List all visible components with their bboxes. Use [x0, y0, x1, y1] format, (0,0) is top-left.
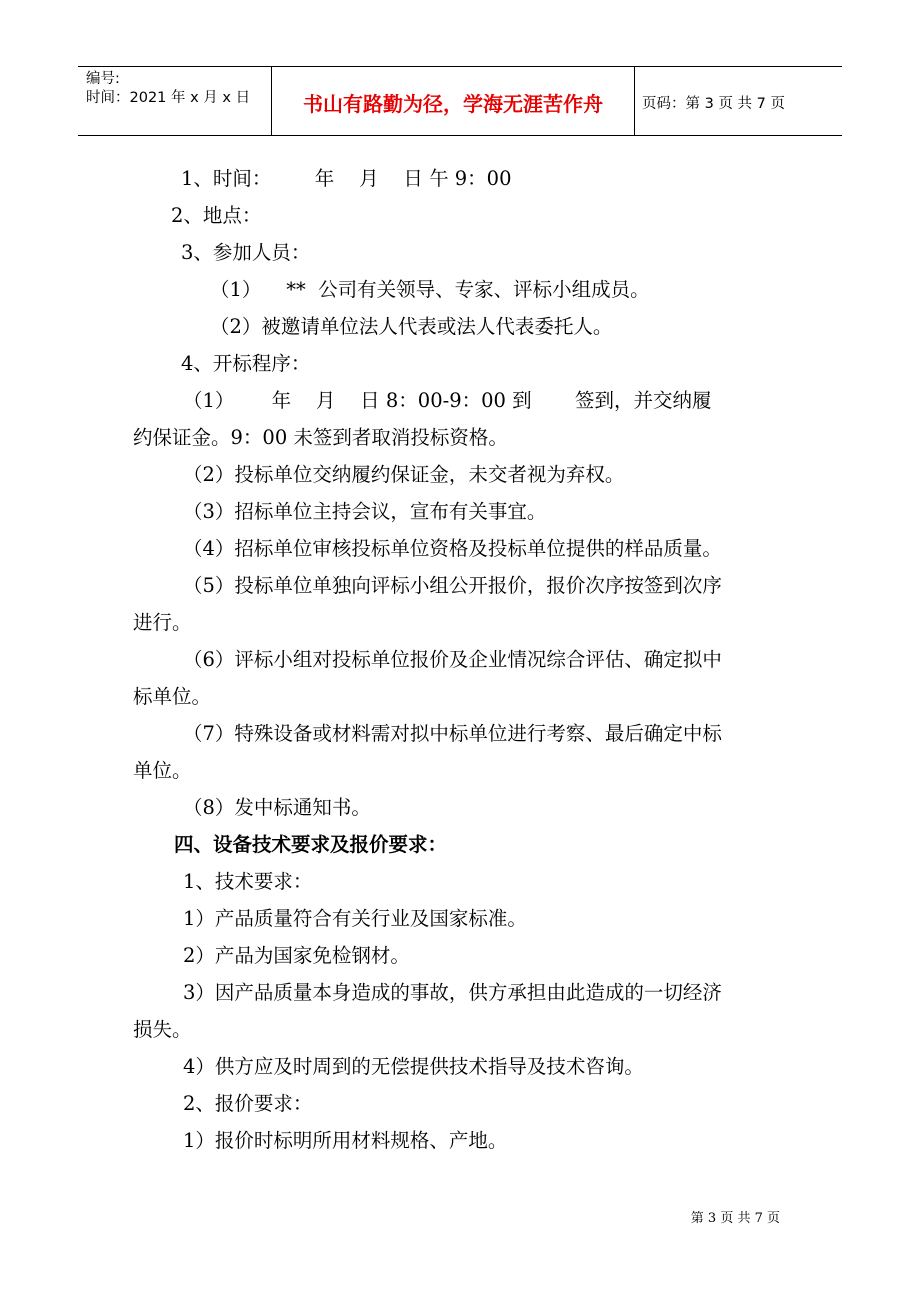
header-divider-right: [634, 66, 635, 135]
section-heading: 四、设备技术要求及报价要求：: [174, 833, 448, 856]
text-line: （3）招标单位主持会议，宣布有关事宜。: [183, 500, 547, 523]
text-line: 约保证金。9：00 未签到者取消投标资格。: [133, 426, 508, 449]
header-time: 时间：2021 年 x 月 x 日: [86, 90, 251, 106]
text-line: 标单位。: [133, 685, 212, 708]
header-meta: [86, 70, 250, 108]
text-line: （6）评标小组对投标单位报价及企业情况综合评估、确定拟中: [183, 648, 722, 671]
text-line: （7）特殊设备或材料需对拟中标单位进行考察、最后确定中标: [183, 722, 722, 745]
page-footer: 第 3 页 共 7 页: [690, 1211, 780, 1226]
text-line: （5）投标单位单独向评标小组公开报价，报价次序按签到次序: [183, 574, 722, 597]
text-line: 4）供方应及时周到的无偿提供技术指导及技术咨询。: [183, 1055, 644, 1078]
text-line: 4、开标程序：: [181, 352, 311, 375]
text-line: 2）产品为国家免检钢材。: [183, 944, 410, 967]
text-line: 2、报价要求：: [183, 1092, 313, 1115]
text-line: 1、时间： 年 月 日 午 9：00: [181, 167, 512, 190]
header-motto: 书山有路勤为径，学海无涯苦作舟: [303, 92, 603, 116]
header-serial: 编号:: [86, 71, 120, 87]
text-line: 3、参加人员：: [181, 241, 311, 264]
text-line: （4）招标单位审核投标单位资格及投标单位提供的样品质量。: [183, 537, 722, 560]
text-line: （1） ** 公司有关领导、专家、评标小组成员。: [210, 278, 650, 301]
text-line: 损失。: [133, 1018, 192, 1041]
header-page-number: 页码：第 3 页 共 7 页: [642, 96, 785, 112]
text-line: （1） 年 月 日 8：00-9：00 到 签到，并交纳履: [183, 389, 712, 412]
text-line: 2、地点：: [171, 204, 262, 227]
text-line: 3）因产品质量本身造成的事故，供方承担由此造成的一切经济: [183, 981, 722, 1004]
text-line: （8）发中标通知书。: [183, 796, 371, 819]
text-line: （2）投标单位交纳履约保证金，未交者视为弃权。: [183, 463, 625, 486]
text-line: （2）被邀请单位法人代表或法人代表委托人。: [210, 315, 613, 338]
header-divider-left: [271, 66, 272, 135]
text-line: 进行。: [133, 611, 192, 634]
text-line: 1、技术要求：: [183, 870, 313, 893]
header-bottom-rule: [78, 135, 842, 136]
header-top-rule: [78, 66, 842, 67]
text-line: 1）报价时标明所用材料规格、产地。: [183, 1129, 508, 1152]
text-line: 1）产品质量符合有关行业及国家标准。: [183, 907, 527, 930]
text-line: 单位。: [133, 759, 192, 782]
